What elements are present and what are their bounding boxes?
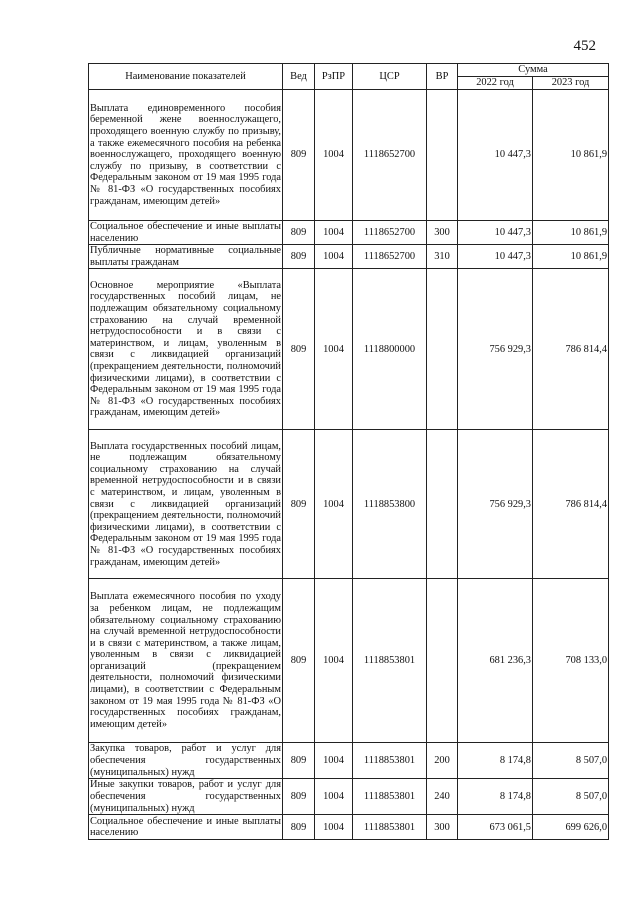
row-2022: 756 929,3 — [458, 430, 533, 579]
row-rzpr: 1004 — [315, 815, 353, 840]
table-row — [89, 221, 609, 245]
budget-table — [88, 63, 609, 840]
header-vr: ВР — [427, 64, 458, 90]
row-2022: 681 236,3 — [458, 579, 533, 743]
row-vr — [427, 430, 458, 579]
row-csr: 1118800000 — [353, 269, 427, 430]
row-ved: 809 — [283, 743, 315, 779]
row-name: Выплата единовременного пособия беременной жене военнослужащего, проходящего военную службу по призыву, а также ежемесячного пособия на ребенка военнослужащего, проходящего военную службу по призыву, в соответствии с Федеральным законом от 19 мая 1995 года № 81-ФЗ «О государственных пособиях гражданам, имеющим детей» — [89, 90, 283, 221]
row-name: Выплата ежемесячного пособия по уходу за ребенком лицам, не подлежащим обязательному социальному страхованию на случай временной нетрудоспособности и в связи с материнством, а также лицам, уволенным в связи с ликвидацией организаций (прекращением деятельности, полномочий физическими лицами), в соответствии с Федеральным законом от 19 мая 1995 года № 81-ФЗ «О государственных пособиях гражданам, имеющим детей» — [89, 579, 283, 743]
row-name: Закупка товаров, работ и услуг для обеспечения государственных (муниципальных) нужд — [90, 743, 281, 778]
header-year-2022: 2022 год — [458, 77, 533, 90]
table-row — [89, 430, 609, 579]
table-row — [89, 815, 609, 840]
row-2022: 8 174,8 — [458, 779, 533, 815]
table-row — [89, 743, 609, 779]
row-name: Основное мероприятие «Выплата государственных пособий лицам, не подлежащим обязательному социальному страхованию на случай временной нетрудоспособности и в связи с материнством, и лицам, уволенным в связи с ликвидацией организаций (прекращением деятельности, полномочий физическими лицами), в соответствии с Федеральным законом от 19 мая 1995 года № 81-ФЗ «О государственных пособиях гражданам, имеющим детей» — [89, 269, 283, 430]
row-2022: 10 447,3 — [458, 221, 533, 245]
row-2023: 8 507,0 — [533, 779, 609, 815]
row-rzpr: 1004 — [315, 269, 353, 430]
row-rzpr: 1004 — [315, 90, 353, 221]
row-vr — [427, 269, 458, 430]
row-vr: 300 — [427, 815, 458, 840]
row-2023: 786 814,4 — [533, 430, 609, 579]
header-name: Наименование показателей — [89, 64, 283, 90]
row-csr: 1118652700 — [353, 221, 427, 245]
header-ved: Вед — [283, 64, 315, 90]
row-csr: 1118853801 — [353, 579, 427, 743]
row-2023: 10 861,9 — [533, 90, 609, 221]
page-number: 452 — [573, 38, 596, 54]
row-csr: 1118853801 — [353, 779, 427, 815]
row-2022: 10 447,3 — [458, 90, 533, 221]
row-ved: 809 — [283, 269, 315, 430]
table-row — [89, 579, 609, 743]
row-rzpr: 1004 — [315, 579, 353, 743]
row-ved: 809 — [283, 430, 315, 579]
row-ved: 809 — [283, 90, 315, 221]
row-name: Социальное обеспечение и иные выплаты населению — [90, 815, 281, 839]
row-name: Социальное обеспечение и иные выплаты населению — [90, 221, 281, 244]
row-2022: 8 174,8 — [458, 743, 533, 779]
row-2023: 10 861,9 — [533, 245, 609, 269]
row-2022: 10 447,3 — [458, 245, 533, 269]
row-2023: 699 626,0 — [533, 815, 609, 840]
header-rzpr: РзПР — [315, 64, 353, 90]
row-name: Выплата государственных пособий лицам, не подлежащим обязательному социальному страхованию на случай временной нетрудоспособности и в связи с материнством, и лицам, уволенным в связи с ликвидацией организаций (прекращением деятельности, полномочий физическими лицами), в соответствии с Федеральным законом от 19 мая 1995 года № 81-ФЗ «О государственных пособиях гражданам, имеющим детей» — [89, 430, 283, 579]
row-2023: 8 507,0 — [533, 743, 609, 779]
row-csr: 1118652700 — [353, 90, 427, 221]
row-csr: 1118853800 — [353, 430, 427, 579]
row-vr: 200 — [427, 743, 458, 779]
header-year-2023: 2023 год — [533, 77, 609, 90]
row-ved: 809 — [283, 779, 315, 815]
row-name: Публичные нормативные социальные выплаты гражданам — [90, 245, 281, 268]
row-vr — [427, 90, 458, 221]
header-csr: ЦСР — [353, 64, 427, 90]
row-csr: 1118853801 — [353, 743, 427, 779]
row-vr: 300 — [427, 221, 458, 245]
row-2022: 673 061,5 — [458, 815, 533, 840]
row-rzpr: 1004 — [315, 779, 353, 815]
row-rzpr: 1004 — [315, 221, 353, 245]
table-row — [89, 269, 609, 430]
row-vr: 310 — [427, 245, 458, 269]
row-name: Иные закупки товаров, работ и услуг для обеспечения государственных (муниципальных) нужд — [90, 779, 281, 814]
row-rzpr: 1004 — [315, 430, 353, 579]
row-ved: 809 — [283, 815, 315, 840]
row-ved: 809 — [283, 579, 315, 743]
row-vr: 240 — [427, 779, 458, 815]
row-rzpr: 1004 — [315, 743, 353, 779]
row-rzpr: 1004 — [315, 245, 353, 269]
header-sum: Сумма — [458, 64, 609, 77]
row-csr: 1118853801 — [353, 815, 427, 840]
row-ved: 809 — [283, 245, 315, 269]
table-row — [89, 90, 609, 221]
table-row — [89, 245, 609, 269]
row-csr: 1118652700 — [353, 245, 427, 269]
row-ved: 809 — [283, 221, 315, 245]
row-2023: 786 814,4 — [533, 269, 609, 430]
row-2023: 10 861,9 — [533, 221, 609, 245]
row-2023: 708 133,0 — [533, 579, 609, 743]
row-2022: 756 929,3 — [458, 269, 533, 430]
row-vr — [427, 579, 458, 743]
table-row — [89, 779, 609, 815]
